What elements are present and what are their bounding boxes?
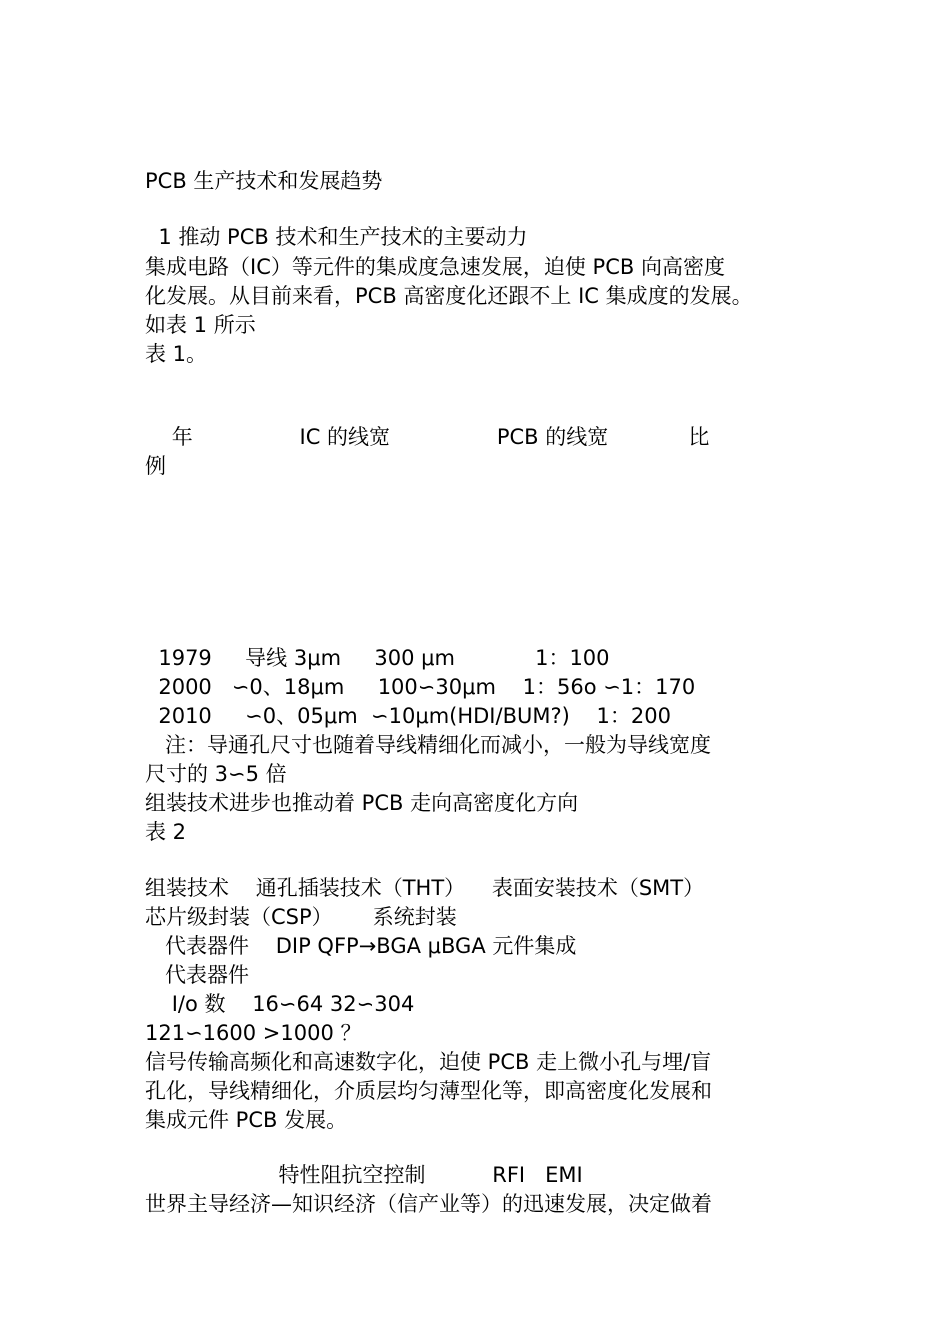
table-row: 代表器件 DIP QFP→BGA μBGA 元件集成 xyxy=(145,934,577,958)
table-row: 2010 ∽0、05μm ∽10μm(HDI/BUM?) 1：200 xyxy=(145,704,671,728)
table-row: 1979 导线 3μm 300 μm 1：100 xyxy=(145,646,610,670)
section-heading: 1 推动 PCB 技术和生产技术的主要动力 xyxy=(145,225,528,249)
paragraph-line: 世界主导经济—知识经济（信产业等）的迅速发展，决定做着 xyxy=(145,1192,712,1216)
table-caption: 表 1。 xyxy=(145,342,208,366)
paragraph-line: 孔化，导线精细化，介质层均匀薄型化等，即高密度化发展和 xyxy=(145,1079,712,1103)
note-line: 尺寸的 3∽5 倍 xyxy=(145,762,287,786)
document-title: PCB 生产技术和发展趋势 xyxy=(145,169,383,193)
paragraph-line: 特性阻抗空控制 RFI EMI xyxy=(145,1163,583,1187)
paragraph-line: 集成元件 PCB 发展。 xyxy=(145,1108,348,1132)
paragraph-line: 化发展。从目前来看，PCB 高密度化还跟不上 IC 集成度的发展。 xyxy=(145,284,753,308)
table-row: 芯片级封装（CSP） 系统封装 xyxy=(145,905,457,929)
paragraph-line: 集成电路（IC）等元件的集成度急速发展，迫使 PCB 向高密度 xyxy=(145,255,725,279)
table-row: 2000 ∽0、18μm 100∽30μm 1：56o ∽1：170 xyxy=(145,675,696,699)
paragraph-line: 信号传输高频化和高速数字化，迫使 PCB 走上微小孔与埋/盲 xyxy=(145,1050,712,1074)
table-caption: 表 2 xyxy=(145,820,187,844)
paragraph-line: 如表 1 所示 xyxy=(145,313,256,337)
table-row: 组装技术 通孔插装技术（THT） 表面安装技术（SMT） xyxy=(145,876,705,900)
table-row: 代表器件 xyxy=(145,963,250,987)
table-row: I/o 数 16∽64 32∽304 xyxy=(145,992,415,1016)
table-row: 121∽1600 >1000 ？ xyxy=(145,1021,362,1045)
table-header: 年 IC 的线宽 PCB 的线宽 比 xyxy=(145,425,710,449)
note-line: 注：导通孔尺寸也随着导线精细化而减小，一般为导线宽度 xyxy=(145,733,712,757)
paragraph-line: 组装技术进步也推动着 PCB 走向高密度化方向 xyxy=(145,791,579,815)
table-header-wrap: 例 xyxy=(145,454,166,478)
